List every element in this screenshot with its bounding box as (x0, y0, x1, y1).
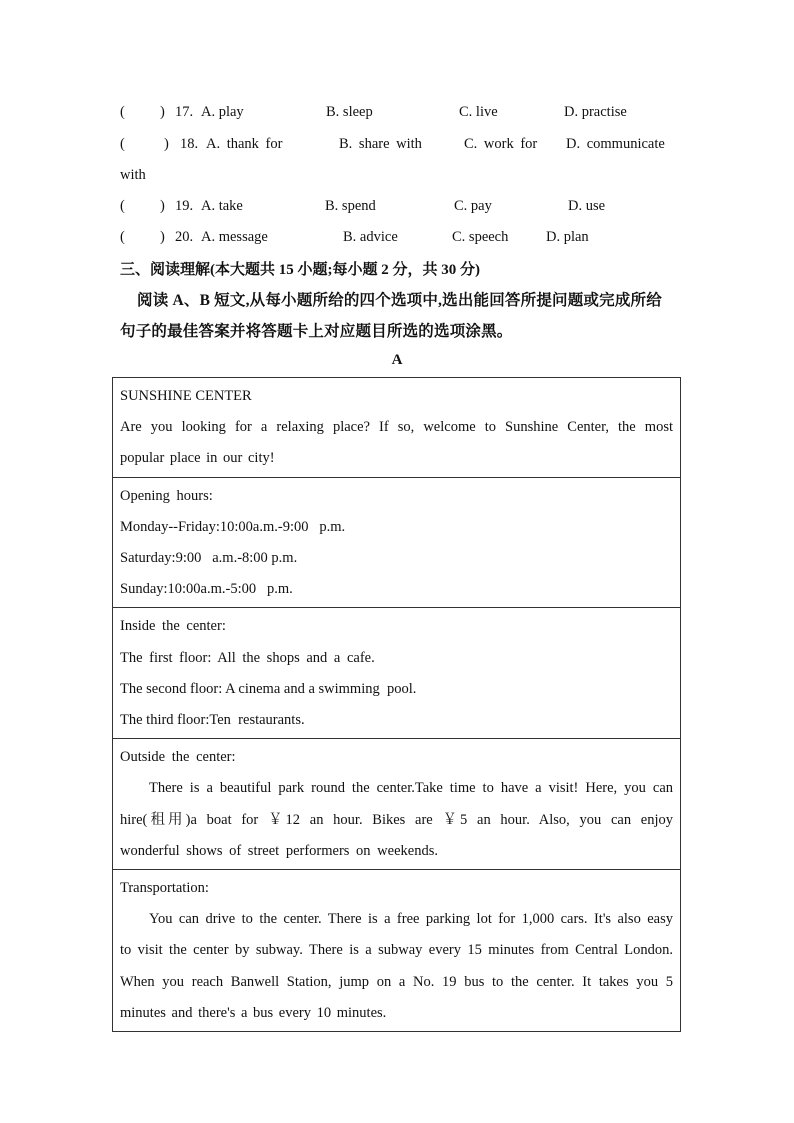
answer-paren-close: ) (160, 229, 165, 245)
passage-intro: Are you looking for a relaxing place? If so, welcome to Sunshine Center, the most popular place in our city! (120, 419, 673, 467)
option-a: A. message (201, 229, 268, 245)
answer-paren-open: ( (120, 229, 125, 245)
passage-cell-outside (113, 739, 681, 870)
question-number: 20. (175, 229, 194, 245)
option-a: A. take (201, 198, 243, 214)
hours-sunday: Sunday:10:00a.m.-5:00 p.m. (120, 581, 293, 598)
option-d: D. practise (564, 104, 627, 120)
option-d: D. communicate (566, 136, 665, 152)
question-number: 17. (175, 104, 194, 120)
transport-label: Transportation: (120, 880, 209, 897)
inside-floor-2: The second floor: A cinema and a swimming pool. (120, 680, 417, 697)
option-c: C. live (459, 104, 498, 120)
option-b: B. sleep (326, 104, 373, 120)
answer-paren-close: ) (160, 104, 165, 120)
inside-floor-3: The third floor:Ten restaurants. (120, 712, 305, 729)
passage-row-outside (113, 739, 681, 870)
option-d: D. use (568, 198, 606, 214)
hours-label: Opening hours: (120, 487, 213, 504)
inside-label: Inside the center: (120, 618, 226, 635)
answer-paren-close: ) (164, 136, 169, 152)
option-a: A. thank for (206, 136, 283, 152)
option-a: A. play (201, 104, 244, 120)
option-d: D. plan (546, 229, 589, 245)
option-c: C. pay (454, 198, 492, 214)
instruction-line-1: 阅读 A、B 短文,从每小题所给的四个选项中,选出能回答所提问题或完成所给 (137, 292, 662, 309)
question-number: 19. (175, 198, 194, 214)
passage-cell-transport (113, 870, 681, 1032)
option-c: C. work for (464, 136, 538, 152)
question-number: 18. (180, 136, 199, 152)
passage-row-inside (113, 608, 681, 739)
answer-paren-open: ( (120, 198, 125, 214)
answer-paren-close: ) (160, 198, 165, 214)
passage-row-intro (113, 378, 681, 478)
option-d-wrap: with (120, 167, 146, 183)
passage-cell-inside (113, 608, 681, 739)
passage-letter: A (391, 352, 403, 368)
hours-weekday: Monday--Friday:10:00a.m.-9:00 p.m. (120, 518, 346, 535)
option-b: B. share with (339, 136, 422, 152)
section-instruction (120, 285, 680, 347)
option-b: B. spend (325, 198, 376, 214)
option-c: C. speech (452, 229, 509, 245)
option-b: B. advice (343, 229, 398, 245)
answer-paren-open: ( (120, 136, 125, 152)
section-heading: 三、阅读理解(本大题共 15 小题;每小题 2 分，共 30 分) (120, 262, 480, 278)
passage-row-transport (113, 870, 681, 1032)
transport-text: You can drive to the center. There is a free parking lot for 1,000 cars. It's also easy to visit the center by subway. There is a subway every 15 minutes from Central London. When you reach Banwell Station, jump on a No. 19 bus to the center. It takes you 5 minutes and there's a bus every 10 minutes. (120, 911, 673, 1021)
passage-table (112, 377, 681, 1032)
passage-title: SUNSHINE CENTER (120, 388, 252, 404)
outside-label: Outside the center: (120, 749, 236, 766)
passage-cell-hours (113, 477, 681, 608)
passage-cell-intro (113, 378, 681, 478)
inside-floor-1: The first floor: All the shops and a cafe. (120, 649, 375, 666)
hours-saturday: Saturday:9:00 a.m.-8:00 p.m. (120, 550, 298, 567)
answer-paren-open: ( (120, 104, 125, 120)
outside-text: There is a beautiful park round the center.Take time to have a visit! Here, you can hire(租用)a boat for ￥12 an hour. Bikes are ￥5 an hour. Also, you can enjoy wonderful shows of street performers on weekends. (120, 780, 673, 859)
passage-row-hours (113, 477, 681, 608)
instruction-line-2: 句子的最佳答案并将答题卡上对应题目所选的选项涂黑。 (120, 323, 513, 340)
